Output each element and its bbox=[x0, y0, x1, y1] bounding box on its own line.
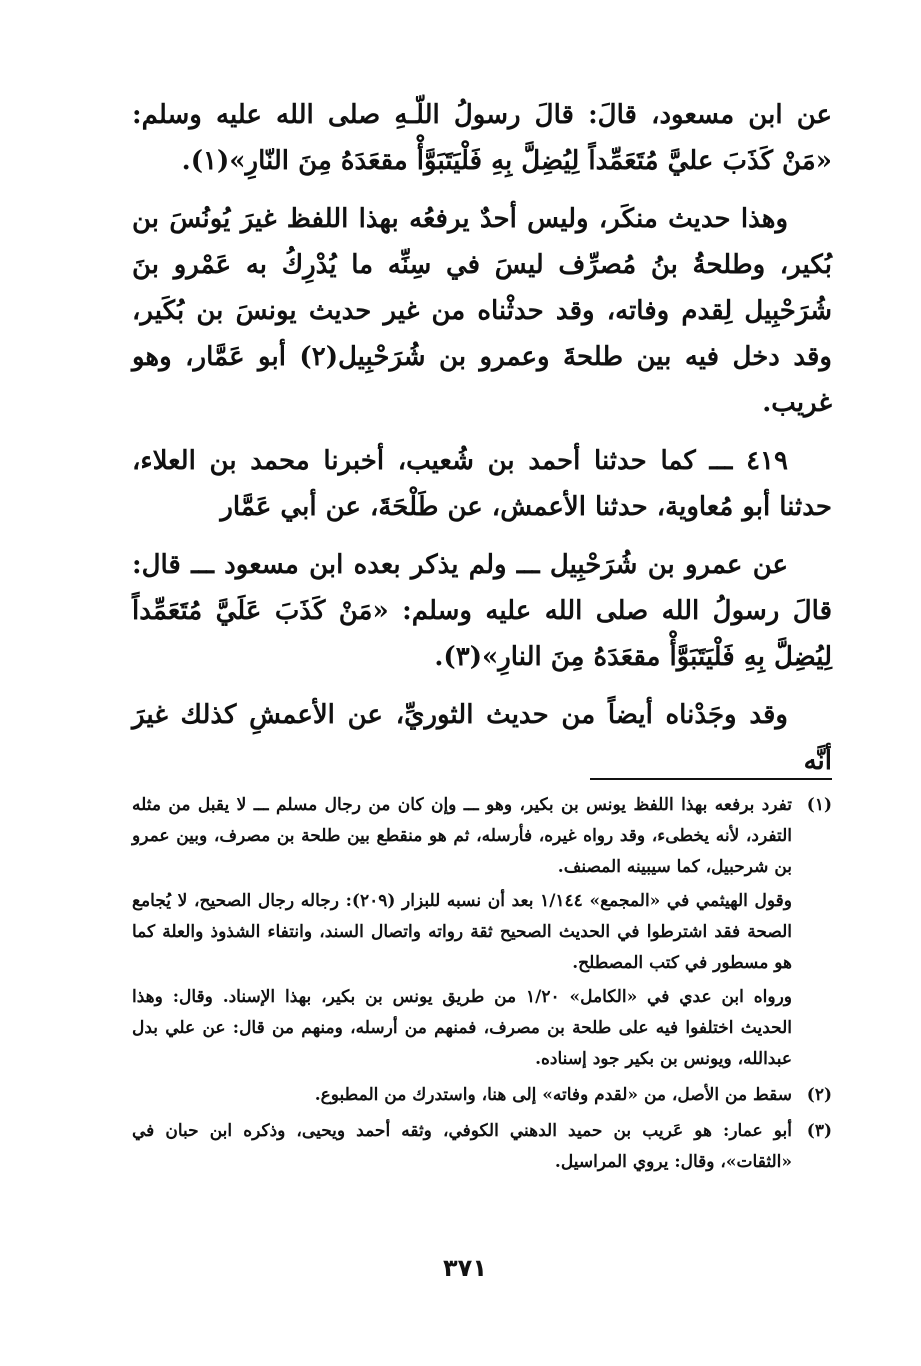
footnote-3 bbox=[132, 1116, 832, 1181]
footnote-body bbox=[132, 1080, 792, 1114]
page-number: ٣٧١ bbox=[443, 1254, 487, 1282]
footnote-paragraph: وقول الهيثمي في «المجمع» ١/١٤٤ بعد أن نسبه للبزار (٢٠٩): رجاله رجال الصحيح، لا يُجامع الصحة فقد اشترطوا في الحديث الصحيح ثقة رواته واتصال السند، وانتفاء الشذوذ والعلة كما هو مسطور في كتب المصطلح. bbox=[132, 891, 792, 973]
footnotes bbox=[132, 790, 832, 1183]
hadith-419: ٤١٩ ـــ كما حدثنا أحمد بن شُعيب، أخبرنا محمد بن العلاء، حدثنا أبو مُعاوية، حدثنا الأعمش، عن طَلْحَةَ، عن أبي عَمَّار bbox=[132, 446, 832, 522]
footnote-paragraph: ورواه ابن عدي في «الكامل» ١/٢٠ من طريق يونس بن بكير، بهذا الإسناد. وقال: وهذا الحديث اختلفوا فيه على طلحة بن مصرف، فمنهم من أرسله، ومنهم من قال: عن علي بدل عبدالله، ويونس بن بكير جود إسناده. bbox=[132, 987, 792, 1069]
paragraph-2: وهذا حديث منكَر، وليس أحدٌ يرفعُه بهذا اللفظ غيرَ يُونُسَ بن بُكير، وطلحةُ بنُ مُصرِّف ليسَ في سِنِّه ما يُدْرِكُ به عَمْرو بنَ شُرَحْبِيل لِقدم وفاته، وقد حدثْناه من غير حديث يونسَ بن بُكَير، وقد دخل فيه بين طلحةَ وعمرو بن شُرَحْبِيل(٢) أبو عَمَّار، وهو غريب. bbox=[132, 204, 832, 418]
footnote-2 bbox=[132, 1080, 832, 1114]
footnote-paragraph: سقط من الأصل، من «لقدم وفاته» إلى هنا، واستدرك من المطبوع. bbox=[314, 1085, 792, 1105]
footnote-paragraph: تفرد برفعه بهذا اللفظ يونس بن بكير، وهو ـــ وإن كان من رجال مسلم ـــ لا يقبل من مثله التفرد، لأنه يخطىء، وقد رواه غيره، فأرسله، ثم هو منقطع بين طلحة بن مصرف، وبين عمرو بن شرحبيل، كما سيبينه المصنف. bbox=[132, 795, 792, 877]
footnote-number: (٣) bbox=[806, 1121, 832, 1141]
footnote-number: (١) bbox=[806, 795, 832, 815]
footnote-divider bbox=[590, 778, 832, 780]
footnote-number: (٢) bbox=[806, 1085, 832, 1105]
footnote-body bbox=[132, 790, 792, 1078]
footnote-body bbox=[132, 1116, 792, 1181]
footnote-1 bbox=[132, 790, 832, 1078]
main-text bbox=[132, 92, 832, 796]
paragraph-4: عن عمرو بن شُرَحْبِيل ـــ ولم يذكر بعده ابن مسعود ـــ قال: قالَ رسولُ الله صلى الله عليه وسلم: «مَنْ كَذَبَ عَلَيَّ مُتَعَمِّداً لِيُضِلَّ بِهِ فَلْيَتَبَوَّأْ مقعَدَهُ مِنَ النارِ»(٣). bbox=[132, 550, 832, 672]
footnote-paragraph: أبو عمار: هو عَريب بن حميد الدهني الكوفي، وثقه أحمد ويحيى، وذكره ابن حبان في «الثقات»، وقال: يروي المراسيل. bbox=[132, 1121, 792, 1172]
paragraph-5: وقد وجَدْناه أيضاً من حديث الثوريِّ، عن الأعمشِ كذلك غيرَ أنَّه bbox=[132, 700, 832, 776]
paragraph-1: عن ابن مسعود، قالَ: قالَ رسولُ اللّـهِ صلى الله عليه وسلم: «مَنْ كَذَبَ عليَّ مُتَعَمِّداً لِيُضِلَّ بِهِ فَلْيَتَبَوَّأْ مقعَدَهُ مِنَ النّارِ»(١). bbox=[132, 100, 832, 176]
